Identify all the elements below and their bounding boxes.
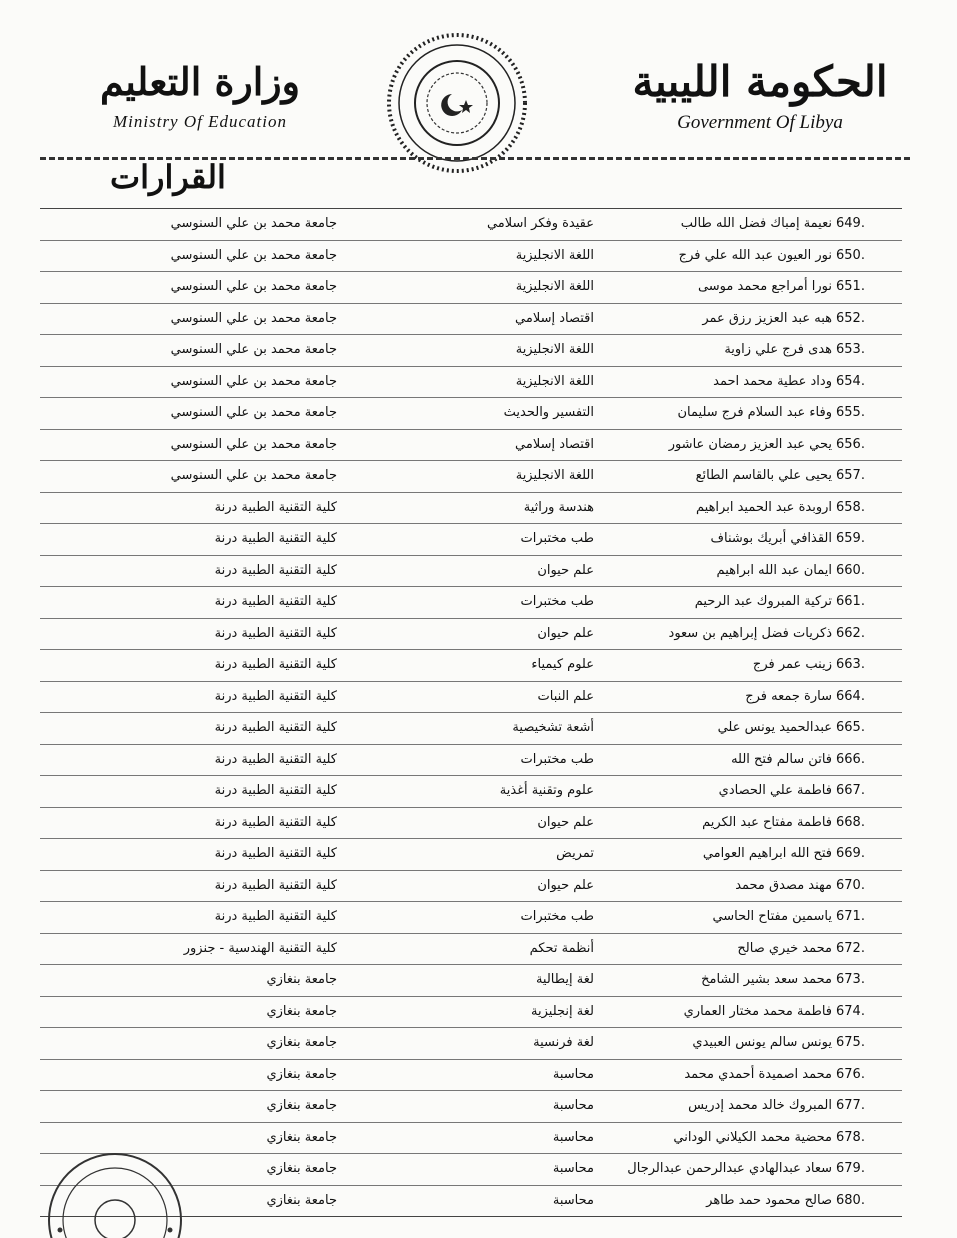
row-number: 661. (836, 594, 865, 609)
table-row (40, 366, 902, 398)
row-number: 673. (836, 972, 865, 987)
specialty: أشعة تشخيصية (512, 720, 594, 735)
specialty: علم حيوان (537, 877, 594, 893)
institution: جامعة بنغازي (266, 1192, 337, 1208)
row-number: 675. (836, 1035, 865, 1050)
specialty: التفسير والحديث (503, 405, 594, 420)
person-name: القذافي أبريك بوشناف (710, 531, 832, 546)
specialty: علوم كيمياء (531, 657, 594, 672)
row-number: 671. (836, 909, 865, 924)
table-row (40, 964, 902, 996)
specialty: علوم وتقنية أغذية (499, 783, 594, 798)
person-name: محضية محمد الكيلاني الوداني (673, 1129, 832, 1145)
institution: كلية التقنية الطبية درنة (214, 688, 337, 704)
table-row (40, 1059, 902, 1091)
specialty: علم حيوان (537, 562, 594, 578)
institution: جامعة بنغازي (266, 1035, 337, 1050)
specialty: محاسبة (552, 1129, 594, 1145)
row-number: 657. (836, 468, 865, 483)
specialty: علم النبات (537, 688, 594, 704)
specialty: اقتصاد إسلامي (515, 310, 594, 326)
institution: جامعة بنغازي (266, 1066, 337, 1082)
table-row (40, 744, 902, 776)
table-row (40, 933, 902, 965)
person-name: فاتن سالم فتح الله (731, 751, 832, 767)
institution: جامعة محمد بن علي السنوسي (170, 279, 337, 294)
table-row (40, 996, 902, 1028)
person-name: وفاء عبد السلام فرج سليمان (677, 405, 832, 420)
table-row (40, 870, 902, 902)
row-number: 649. (836, 216, 865, 231)
row-number: 660. (836, 562, 865, 578)
institution: جامعة محمد بن علي السنوسي (170, 405, 337, 420)
row-number: 674. (836, 1003, 865, 1019)
person-name: محمد سعد بشير الشامخ (701, 972, 832, 987)
row-number: 676. (836, 1066, 865, 1082)
person-name: زينب عمر فرج (752, 657, 832, 672)
person-name: سعاد عبدالهادي عبدالرحمن عبدالرجال (627, 1161, 832, 1176)
table-row (40, 397, 902, 429)
institution: جامعة محمد بن علي السنوسي (170, 342, 337, 357)
row-number: 656. (836, 436, 865, 452)
table-row (40, 807, 902, 839)
institution: جامعة محمد بن علي السنوسي (170, 468, 337, 483)
person-name: ياسمين مفتاح الحاسي (712, 909, 832, 924)
institution: جامعة بنغازي (266, 1161, 337, 1176)
person-name: سارة جمعه فرج (745, 688, 832, 704)
institution: كلية التقنية الطبية درنة (214, 531, 337, 546)
institution: جامعة بنغازي (266, 972, 337, 987)
person-name: تركية المبروك عبد الرحيم (694, 594, 832, 609)
institution: كلية التقنية الهندسية - جنزور (183, 940, 337, 956)
table-row (40, 271, 902, 303)
table-row (40, 303, 902, 335)
row-number: 670. (836, 877, 865, 893)
institution: جامعة محمد بن علي السنوسي (170, 310, 337, 326)
person-name: ايمان عبد الله ابراهيم (716, 562, 832, 578)
row-number: 678. (836, 1129, 865, 1145)
institution: كلية التقنية الطبية درنة (214, 751, 337, 767)
specialty: طب مختبرات (520, 751, 594, 767)
row-number: 664. (836, 688, 865, 704)
specialty: لغة فرنسية (533, 1035, 594, 1050)
institution: جامعة محمد بن علي السنوسي (170, 373, 337, 389)
row-number: 667. (836, 783, 865, 798)
table-row (40, 1027, 902, 1059)
institution: كلية التقنية الطبية درنة (214, 909, 337, 924)
specialty: أنظمة تحكم (529, 940, 594, 956)
person-name: محمد اصميدة أحمدي محمد (684, 1066, 832, 1082)
decisions-table (40, 208, 902, 1217)
person-name: اروبدة عبد الحميد ابراهيم (696, 499, 832, 515)
person-name: عبدالحميد يونس علي (717, 720, 832, 735)
table-row (40, 1090, 902, 1122)
person-name: محمد خيري صالح (737, 940, 832, 956)
institution: كلية التقنية الطبية درنة (214, 814, 337, 830)
table-row (40, 334, 902, 366)
person-name: نورا أمراجع محمد موسى (697, 279, 832, 294)
ministry-title-ar: وزارة التعليم (99, 59, 301, 104)
person-name: فاطمة محمد مختار العماري (683, 1003, 832, 1019)
specialty: اللغة الانجليزية (515, 342, 594, 357)
specialty: تمريض (556, 846, 594, 861)
table-row (40, 838, 902, 870)
institution: جامعة بنغازي (266, 1098, 337, 1113)
row-number: 666. (836, 751, 865, 767)
government-header (600, 50, 920, 134)
table-row (40, 649, 902, 681)
table-row (40, 555, 902, 587)
ministry-title-en: Ministry Of Education (113, 112, 287, 131)
section-title: القرارات (110, 158, 226, 196)
institution: جامعة بنغازي (266, 1129, 337, 1145)
row-number: 653. (836, 342, 865, 357)
person-name: فاطمة مفتاح عبد الكريم (702, 814, 832, 830)
institution: جامعة محمد بن علي السنوسي (170, 436, 337, 452)
table-row (40, 429, 902, 461)
specialty: اللغة الانجليزية (515, 247, 594, 263)
row-number: 655. (836, 405, 865, 420)
institution: جامعة بنغازي (266, 1003, 337, 1019)
specialty: عقيدة وفكر اسلامي (486, 216, 594, 231)
person-name: هدى فرج علي زاوية (724, 342, 832, 357)
table-row (40, 712, 902, 744)
ministry-header (80, 50, 320, 132)
person-name: صالح محمود حمد طاهر (706, 1192, 832, 1208)
table-row (40, 901, 902, 933)
state-emblem-icon (382, 28, 532, 178)
row-number: 652. (836, 310, 865, 326)
row-number: 677. (836, 1098, 865, 1113)
institution: جامعة محمد بن علي السنوسي (170, 216, 337, 231)
specialty: اللغة الانجليزية (515, 468, 594, 483)
specialty: طب مختبرات (520, 909, 594, 924)
person-name: ذكريات فضل إبراهيم بن سعود (668, 625, 832, 641)
specialty: محاسبة (552, 1161, 594, 1176)
table-row (40, 523, 902, 555)
specialty: محاسبة (552, 1098, 594, 1113)
row-number: 680. (836, 1192, 865, 1208)
table-row (40, 209, 902, 240)
row-number: 659. (836, 531, 865, 546)
institution: جامعة محمد بن علي السنوسي (170, 247, 337, 263)
specialty: هندسة وراثية (523, 499, 594, 515)
specialty: لغة إنجليزية (531, 1003, 594, 1019)
institution: كلية التقنية الطبية درنة (214, 562, 337, 578)
table-row (40, 460, 902, 492)
person-name: يونس سالم يونس العبيدي (692, 1035, 832, 1050)
specialty: اقتصاد إسلامي (515, 436, 594, 452)
table-row (40, 586, 902, 618)
institution: كلية التقنية الطبية درنة (214, 783, 337, 798)
row-number: 668. (836, 814, 865, 830)
row-number: 672. (836, 940, 865, 956)
table-row (40, 681, 902, 713)
row-number: 669. (836, 846, 865, 861)
table-row (40, 240, 902, 272)
person-name: نعيمة إمباك فضل الله طالب (680, 216, 832, 231)
row-number: 651. (836, 279, 865, 294)
government-title-en: Government Of Libya (677, 112, 843, 133)
row-number: 679. (836, 1161, 865, 1176)
row-number: 665. (836, 720, 865, 735)
person-name: وداد عطية محمد احمد (713, 373, 832, 389)
institution: كلية التقنية الطبية درنة (214, 846, 337, 861)
person-name: فاطمة علي الحصادي (718, 783, 832, 798)
row-number: 650. (836, 247, 865, 263)
specialty: طب مختبرات (520, 531, 594, 546)
institution: كلية التقنية الطبية درنة (214, 720, 337, 735)
person-name: يحي عبد العزيز رمضان عاشور (668, 436, 832, 452)
person-name: يحيى علي بالقاسم الطائع (695, 468, 832, 483)
table-row (40, 618, 902, 650)
institution: كلية التقنية الطبية درنة (214, 594, 337, 609)
institution: كلية التقنية الطبية درنة (214, 499, 337, 515)
table-row (40, 775, 902, 807)
specialty: علم حيوان (537, 814, 594, 830)
person-name: فتح الله ابراهيم العوامي (702, 846, 832, 861)
specialty: محاسبة (552, 1192, 594, 1208)
row-number: 663. (836, 657, 865, 672)
specialty: اللغة الانجليزية (515, 279, 594, 294)
official-stamp-icon (40, 1138, 190, 1238)
specialty: علم حيوان (537, 625, 594, 641)
institution: كلية التقنية الطبية درنة (214, 877, 337, 893)
person-name: نور العيون عبد الله علي فرج (678, 247, 832, 263)
specialty: لغة إيطالية (535, 972, 594, 987)
specialty: طب مختبرات (520, 594, 594, 609)
row-number: 654. (836, 373, 865, 389)
row-number: 662. (836, 625, 865, 641)
specialty: محاسبة (552, 1066, 594, 1082)
government-title-ar: الحكومة الليبية (632, 57, 888, 106)
table-row (40, 492, 902, 524)
specialty: اللغة الانجليزية (515, 373, 594, 389)
person-name: مهند مصدق محمد (735, 877, 832, 893)
person-name: المبروك خالد محمد إدريس (688, 1098, 832, 1113)
person-name: هبه عبد العزيز رزق عمر (702, 310, 832, 326)
institution: كلية التقنية الطبية درنة (214, 625, 337, 641)
row-number: 658. (836, 499, 865, 515)
institution: كلية التقنية الطبية درنة (214, 657, 337, 672)
